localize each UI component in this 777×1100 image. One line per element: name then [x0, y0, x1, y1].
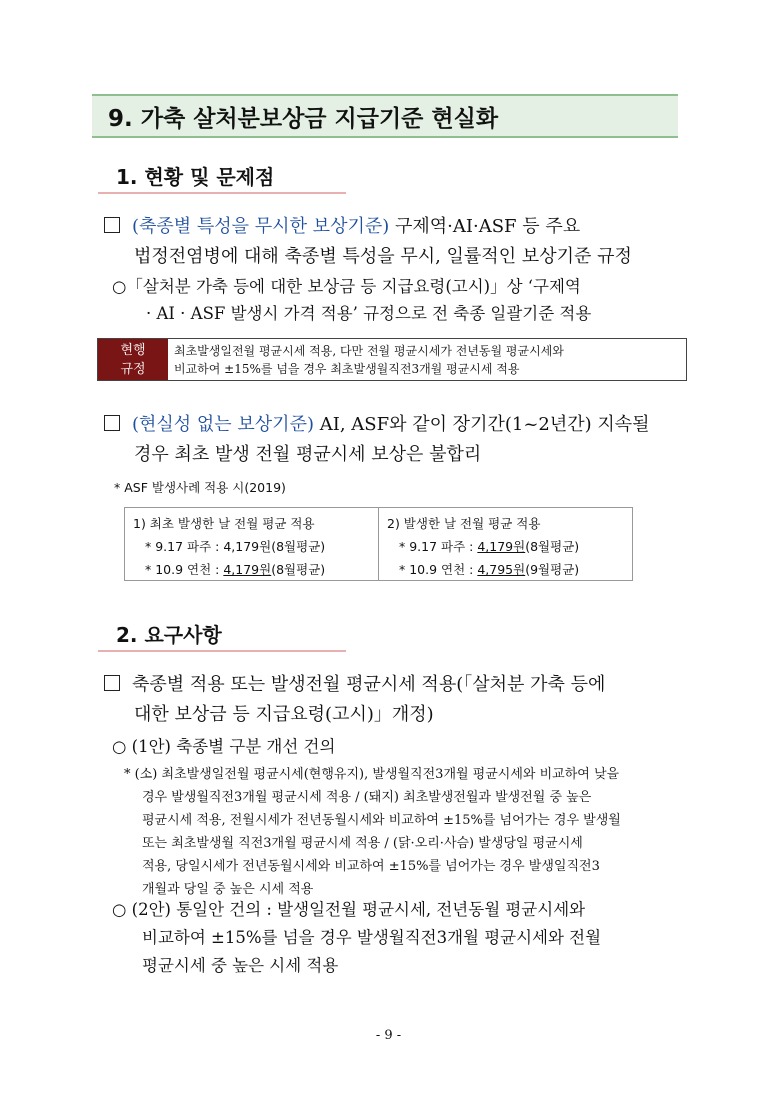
- note-line: 개월과 당일 중 높은 시세 적용: [142, 882, 314, 897]
- left-row2: * 10.9 연천 : 4,179원(8월평균): [145, 562, 326, 577]
- label-line1: 현행: [120, 342, 146, 358]
- section2-item1-text: 축종별 적용 또는 발생전월 평균시세 적용(「살처분 가축 등에: [132, 674, 606, 695]
- option2-line3: 평균시세 중 높은 시세 적용: [142, 956, 339, 975]
- chapter-title: 9. 가축 살처분보상금 지급기준 현실화: [92, 94, 678, 138]
- current-regulation-text: [168, 339, 686, 380]
- regulation-line1: 최초발생일전월 평균시세 적용, 다만 전월 평균시세가 전년동월 평균시세와: [174, 344, 564, 358]
- regulation-line2: 비교하여 ±15%를 넘을 경우 최초발생월직전3개월 평균시세 적용: [174, 362, 520, 376]
- current-regulation-box: [97, 338, 687, 381]
- note-line: * (소) 최초발생일전월 평균시세(현행유지), 발생월직전3개월 평균시세와 비교하여 낮을: [124, 767, 620, 782]
- note-line: 또는 최초발생월 직전3개월 평균시세 적용 / (닭·오리·사슴) 발생당일 평균시세: [142, 836, 583, 851]
- comparison-table: [124, 507, 633, 581]
- section1-underline: [98, 192, 346, 194]
- note-line: 적용, 당일시세가 전년동월시세와 비교하여 ±15%를 넘어가는 경우 발생일직전3: [142, 859, 600, 874]
- square-bullet-icon: [104, 217, 120, 233]
- note-line: 경우 발생월직전3개월 평균시세 적용 / (돼지) 최초발생전월과 발생전월 중 높은: [142, 790, 592, 805]
- section2-item1-line2: 대한 보상금 등 지급요령(고시)」개정): [134, 704, 434, 725]
- section1-item1-line1: [104, 212, 580, 242]
- option1-note: [124, 763, 621, 901]
- left-row1: * 9.17 파주 : 4,179원(8월평균): [145, 539, 326, 554]
- right-header: 2) 발생한 날 전월 평균 적용: [387, 516, 541, 531]
- left-header: 1) 최초 발생한 날 전월 평균 적용: [133, 516, 315, 531]
- comparison-left: [125, 508, 378, 580]
- option2-line1: ○ (2안) 통일안 건의 : 발생일전월 평균시세, 전년동월 평균시세와: [112, 900, 586, 919]
- item2-highlight: (현실성 없는 보상기준): [132, 414, 314, 435]
- page-number: - 9 -: [375, 1028, 402, 1043]
- section1-item2-line2: 경우 최초 발생 전월 평균시세 보상은 불합리: [134, 444, 482, 465]
- item1-highlight: (축종별 특성을 무시한 보상기준): [132, 216, 390, 237]
- right-row2: * 10.9 연천 : 4,795원(9월평균): [399, 562, 580, 577]
- label-line2: 규정: [120, 361, 146, 377]
- option2-line2: 비교하여 ±15%를 넘을 경우 발생월직전3개월 평균시세와 전월: [142, 928, 602, 947]
- section2-item1-line1: [104, 670, 605, 700]
- section1-item2-line1: [104, 410, 650, 440]
- section1-sub1-line1: ○「살처분 가축 등에 대한 보상금 등 지급요령(고시)」상 ‘구제역: [112, 277, 581, 296]
- item2-text: AI, ASF와 같이 장기간(1~2년간) 지속될: [313, 414, 650, 435]
- section2-title: 2. 요구사항: [116, 622, 222, 647]
- comparison-right: [378, 508, 632, 580]
- section1-title: 1. 현황 및 문제점: [116, 164, 275, 189]
- section1-sub1-line2: · AI · ASF 발생시 가격 적용’ 규정으로 전 축종 일괄기준 적용: [146, 304, 592, 323]
- option1: ○ (1안) 축종별 구분 개선 건의: [112, 737, 336, 756]
- right-row1: * 9.17 파주 : 4,179원(8월평균): [399, 539, 580, 554]
- section2-underline: [98, 650, 346, 652]
- section1-item1-line2: 법정전염병에 대해 축종별 특성을 무시, 일률적인 보상기준 규정: [134, 246, 632, 267]
- note-line: 평균시세 적용, 전월시세가 전년동월시세와 비교하여 ±15%를 넘어가는 경우 발생월: [142, 813, 621, 828]
- asf-note: * ASF 발생사례 적용 시(2019): [114, 480, 286, 495]
- square-bullet-icon: [104, 415, 120, 431]
- square-bullet-icon: [104, 675, 120, 691]
- item1-text: 구제역·AI·ASF 등 주요: [389, 216, 581, 237]
- current-regulation-label: [98, 339, 168, 380]
